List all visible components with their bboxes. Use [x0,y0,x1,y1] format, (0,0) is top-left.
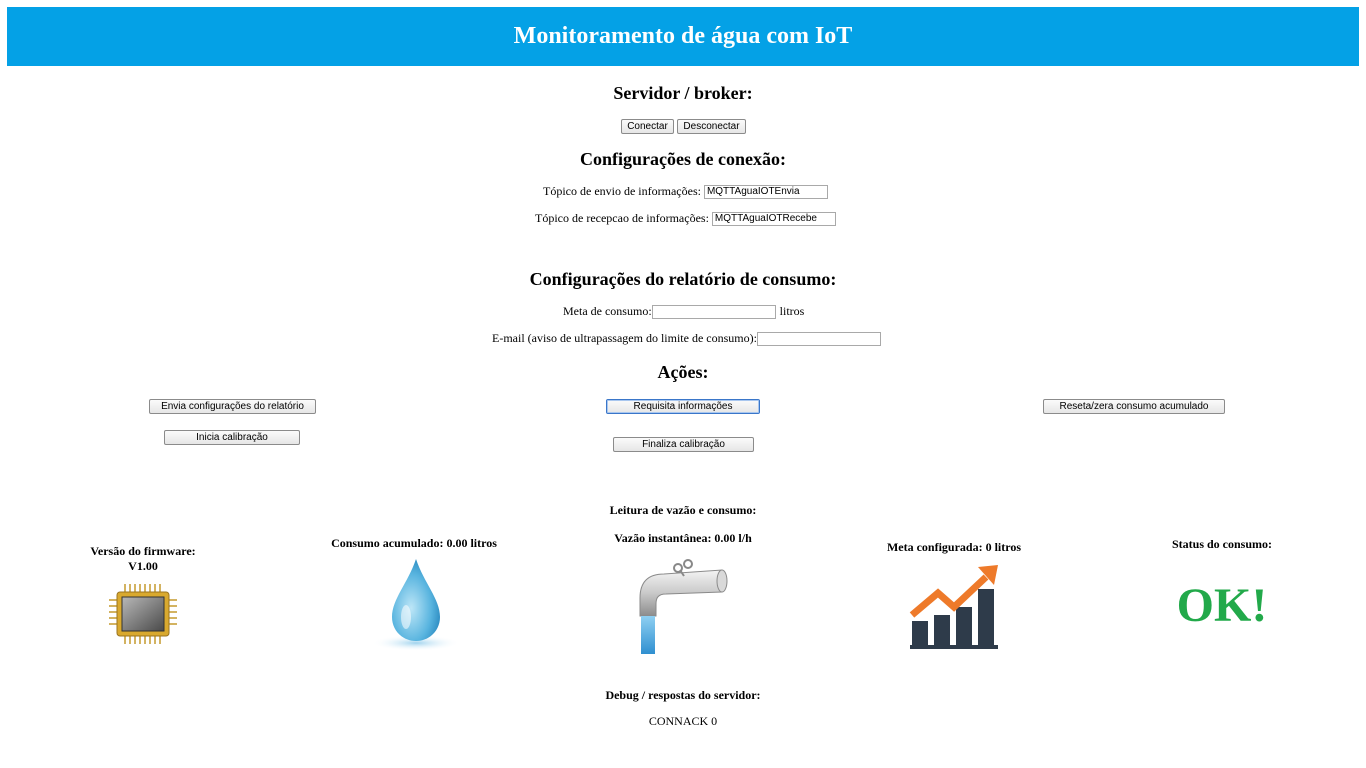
send-topic-input[interactable] [704,185,828,199]
actions-section [0,362,1366,383]
recv-topic-label: Tópico de recepcao de informações: [535,211,709,225]
report-heading: Configurações do relatório de consumo: [529,269,837,289]
firmware-value: V1.00 [128,559,158,573]
page-title: Monitoramento de água com IoT [513,23,853,49]
faucet-icon [636,556,732,656]
debug-heading: Debug / respostas do servidor: [605,688,761,702]
chip-icon [105,582,181,646]
finish-calibration-button[interactable]: Finaliza calibração [613,437,754,452]
goal-row [563,304,804,319]
goal-input[interactable] [652,305,776,319]
debug-message: CONNACK 0 [648,714,718,728]
request-info-button[interactable]: Requisita informações [606,399,760,414]
email-label: E-mail (aviso de ultrapassagem do limite de consumo): [492,331,757,345]
server-section [0,83,1366,104]
flow-label: Vazão instantânea: 0.00 l/h [614,531,752,545]
goal-unit: litros [779,304,805,318]
disconnect-button[interactable]: Desconectar [677,119,746,134]
connect-button[interactable]: Conectar [621,119,674,134]
server-heading: Servidor / broker: [613,83,753,103]
recv-topic-row [535,211,836,226]
firmware-block [60,544,226,574]
reset-consumption-button[interactable]: Reseta/zera consumo acumulado [1043,399,1225,414]
email-input[interactable] [757,332,881,346]
firmware-label: Versão do firmware: [90,544,196,558]
goal-label: Meta de consumo: [563,304,652,318]
goal-configured-label: Meta configurada: 0 litros [886,540,1022,554]
water-drop-icon [368,555,464,655]
start-calibration-button[interactable]: Inicia calibração [164,430,300,445]
actions-heading: Ações: [657,362,709,382]
growth-chart-icon [908,563,1000,651]
consumption-label: Consumo acumulado: 0.00 litros [331,536,497,550]
email-row [492,331,881,346]
status-label: Status do consumo: [1171,537,1273,551]
connection-heading: Configurações de conexão: [580,149,786,169]
recv-topic-input[interactable] [712,212,836,226]
report-section [0,269,1366,290]
send-topic-label: Tópico de envio de informações: [543,184,701,198]
send-report-config-button[interactable]: Envia configurações do relatório [149,399,316,414]
send-topic-row [543,184,828,199]
status-value: OK! [1176,579,1268,632]
readings-heading: Leitura de vazão e consumo: [609,503,757,517]
page-header [7,7,1359,66]
connection-section [0,149,1366,170]
